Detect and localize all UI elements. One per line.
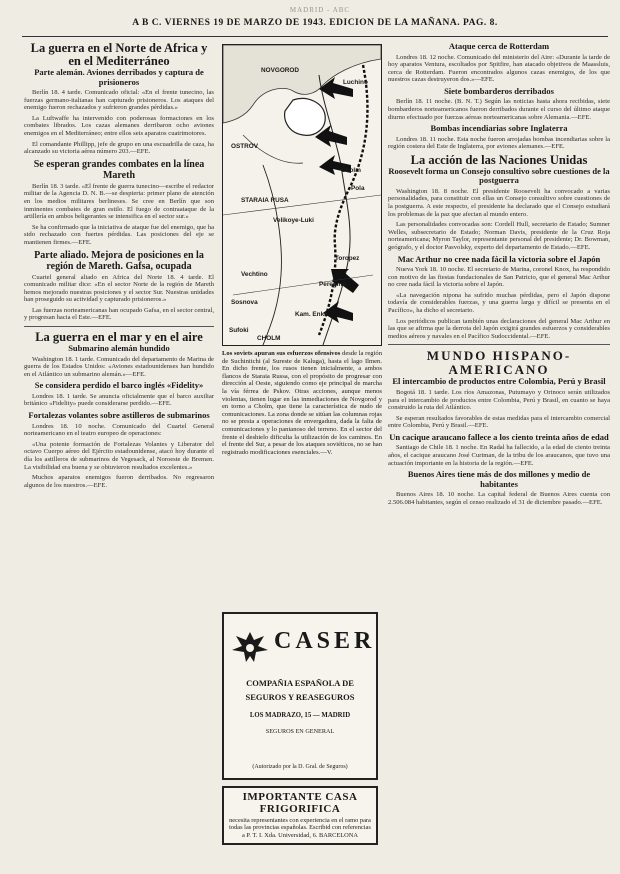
article-title: Se considera perdido el barco inglés «Fidelity»: [34, 380, 204, 391]
article-paragraph: Los periódicos publican también unas declaraciones del general Mac Arthur en las que se afirma que la derrota del Japón exigirá grandes esfuerzos y considerables medios aéreos y navales en el Pacífico Sudoccidental.—EFE.: [388, 317, 610, 340]
map-label: Luchino: [343, 79, 368, 86]
article-paragraph: Berlín 18. 3 tarde. «El frente de guerra tunecino—escribe el redactor militar de la Agencia D. N. B.—se despierta: primer plano de atención en los medios militares berlineses. Se cree en Berlín que son inminentes combates de gran estilo. El fuego de contraataque de la artillería en ambos beligerantes se intensifica en el sector sur.»: [24, 182, 214, 221]
section-title: MUNDO HISPANO-AMERICANO: [426, 348, 572, 378]
article-paragraph: Las personalidades convocadas son: Cordell Hull, secretario de Estado; Sumner Welles, subsecretario de Estado; Norman Davis, presidente de la Cruz Roja norteamericana; Myron Taylor, representante personal del presidente; Dr. Bowman, geógrafo, y el doctor Pasvolsky, experto del departamento de Estado.—EFE.: [388, 221, 610, 251]
frig-title: IMPORTANTE CASA FRIGORIFICA: [242, 791, 358, 815]
frig-body: necesita representantes con experiencia en el ramo para todas las provincias españolas. Escribid con referencias a P. T. I. Xda. Universidad, 6. BARCELONA: [229, 817, 371, 839]
article-paragraph: Berlín 18. 4 tarde. Comunicado oficial: «En el frente tunecino, las fuerzas germano-italianas han capturado prisioneros. Los ataques del enemigo fueron rechazados y sufrieron grandes pérdidas.»: [24, 89, 214, 112]
map-label: OSTROV: [231, 143, 258, 150]
article-title: Buenos Aires tiene más de dos millones y medio de habitantes: [407, 469, 591, 489]
article-subtitle: Submarino alemán hundido: [68, 343, 170, 354]
article-title: Parte aliado. Mejora de posiciones en la región de Mareth. Gafsa, ocupada: [34, 249, 204, 272]
map-label: Velikoye-Luki: [273, 217, 314, 224]
article-paragraph: Cuartel general aliado en Africa del Norte 18. 4 tarde. El comunicado militar dice: «En el sector Norte de la región de Mareth hemos mejorado nuestras posiciones y el sector Sur. Nuestras unidades han proseguido su actividad y capturado prisioneros.»: [24, 273, 214, 304]
map-label: Cholm: [341, 167, 361, 174]
article-paragraph: Se esperan resultados favorables de estas medidas para el intercambio comercial entre Colombia, Perú y Brasil.—EFE.: [388, 414, 610, 430]
article-paragraph: Bogotá 18. 1 tarde. Los ríos Amazonas, Putumayo y Orinoco serán utilizados para el intercambio de productos entre Colombia, Perú y Brasil, en cuanto se haya construido la ruta del Atlántico.: [388, 388, 610, 412]
map-caption-lead: Los soviets apuran sus esfuerzos ofensivos: [222, 350, 341, 357]
ads-block: [222, 612, 382, 845]
article-paragraph: Washington 18. 8 noche. El presidente Roosevelt ha convocado a varias personalidades, para constituir con ellas un Consejo consultivo sobre cuestiones de la postguerra. A este respecto, el presidente ha declarado que el Consejo estudiará los problemas de la paz que afectan al mundo entero.: [388, 187, 610, 218]
article-subtitle: Parte alemán. Aviones derribados y captura de prisioneros: [34, 67, 204, 87]
map-label: Toropez: [335, 255, 360, 262]
map-label: NOVGOROD: [261, 67, 299, 74]
caser-ad: [222, 612, 378, 780]
article-paragraph: Londres 18. 11 noche. Esta noche fueron arrojadas bombas incendiarias sobre la región costera del Este de Inglaterra, por aviones alemanes.—EFE.: [388, 135, 610, 151]
divider: [388, 344, 610, 345]
article-paragraph: Washington 18. 1 tarde. Comunicado del departamento de Marina de guerra de los Estados Unidos: «Aviones estadounidenses han hundido en el Atlántico un submarino alemán.»—EFE.: [24, 355, 214, 378]
map-label: Sufoki: [229, 327, 249, 334]
article-title: La guerra en el mar y en el aire: [35, 330, 203, 345]
article-paragraph: Nueva York 18. 10 noche. El secretario de Marina, coronel Knox, ha respondido con motivo de las fiestas fundacionales de San Patricio, que el general Mac Arthur no cree nada fácil la victoria sobre el Japón.: [388, 266, 610, 289]
middle-column: [222, 42, 382, 630]
article-title: Fortalezas volantes sobre astilleros de submarinos: [28, 410, 210, 421]
map-label: STARAIA RUSA: [241, 197, 289, 204]
map-caption-text: desde la región de Suchinitchi (al Sureste de Kaluga), hasta el lago Ilmen. En dicho frente, los rusos tienen inicialmente, a ambos flancos de Staraia Russa, con el propósito de progresar con dirección al Oeste, siguiendo como eje principal de marcha la vía férrea de Pskov. Otras acciones, aunque menos violentas, tienen lugar en las inmediaciones de Novgorod y en torno a Cholm, que tiene la característica de nudo de comunicaciones. La zona donde se sitúan las columnas rojas no se presta a operaciones de envergadura, dada la falta de comunicaciones y lo pantanoso del terreno. En el sector del frente el deshielo dificulta la utilización de los caminos. En el frente del Sur, a pesar de los ataques soviéticos, no se han registrado modificaciones esenciales.—V.: [222, 350, 382, 456]
map-label: Vechtino: [241, 271, 268, 278]
article-title: La guerra en el Norte de Africa y en el Mediterráneo: [30, 42, 208, 68]
caser-note: (Autorizado por la D. Gral. de Seguros): [252, 764, 348, 770]
right-column: [388, 42, 610, 868]
map-label: Kam. Enka: [295, 311, 328, 318]
article-paragraph: Muchos aparatos enemigos fueron derribados. No regresaron algunos de los nuestros.—EFE.: [24, 474, 214, 489]
article-paragraph: «La navegación nipona ha sufrido muchas pérdidas, pero el Japón dispone todavía de considerables fuerzas, y una guerra larga y difícil se presenta en el Pacífico», ha dicho el secretario.: [388, 291, 610, 315]
article-paragraph: Berlín 18. 11 noche. (B. N. T.) Según las noticias hasta ahora recibidas, siete bombarderos norteamericanos fueron derribados durante el curso del último ataque diurno efectuado por fuerzas aéreas norteamericanas sobre Alemania.—EFE.: [388, 98, 610, 121]
article-subtitle: Roosevelt forma un Consejo consultivo sobre cuestiones de la postguerra: [388, 165, 610, 186]
article-title: Ataque cerca de Rotterdam: [448, 42, 550, 51]
article-paragraph: Londres 18. 10 noche. Comunicado del Cuartel General norteamericano en el teatro europeo de operaciones:: [24, 422, 214, 438]
masthead: A B C. VIERNES 19 DE MARZO DE 1943. EDICION DE LA MAÑANA. PAG. 8.: [22, 18, 608, 37]
article-paragraph: Londres 18. 1 tarde. Se anuncia oficialmente que el barco auxiliar británico «Fidelity» puede considerarse perdido.—EFE.: [24, 392, 214, 408]
front-map: [222, 44, 382, 346]
article-paragraph: Se ha confirmado que la iniciativa de ataque fue del enemigo, que ha sido rechazado con fuertes pérdidas. Las posiciones del eje se mantienen firmes.—EFE.: [24, 223, 214, 246]
eagle-icon: [230, 628, 270, 668]
article-title: La acción de las Naciones Unidas: [410, 152, 588, 167]
article-paragraph: Londres 18. 12 noche. Comunicado del ministerio del Aire: «Durante la tarde de hoy aparatos Ventura, escoltados por Spitfire, han atacado objetivos de Maassluis, cerca de Rotterdam. Fueron encontrados algunos cazas enemigos, de los que nuestros cazas destruyeron dos.»—EFE.: [388, 53, 610, 84]
frigorifica-ad: [222, 786, 378, 845]
divider: [24, 326, 214, 327]
map-label: Pola: [351, 185, 365, 192]
caser-name: CASER: [274, 628, 376, 654]
article-title: Un cacique araucano fallece a los ciento treinta años de edad: [389, 431, 609, 442]
article-paragraph: Buenos Aires 18. 10 noche. La capital federal de Buenos Aires cuenta con 2.506.084 habitantes, según el censo realizado el 31 de diciembre pasado.—EFE.: [388, 491, 610, 506]
map-label: Peregino: [319, 281, 347, 288]
map-label: Sosnova: [231, 299, 258, 306]
article-title: Se esperan grandes combates en la línea Mareth: [33, 158, 205, 181]
article-paragraph: Las fuerzas norteamericanas han ocupado Gafsa, en el sector central, y progresan hacia el Este.—EFE.: [24, 306, 214, 322]
article-subtitle: El intercambio de productos entre Colombia, Perú y Brasil: [392, 376, 606, 387]
article-paragraph: Santiago de Chile 18. 1 noche. En Radal ha fallecido, a la edad de ciento treinta años, el cacique araucano José Curiman, de la tribu de los araucanos, que tuvo una actuación importante en la historia de la región.—EFE.: [388, 444, 610, 467]
left-column: [24, 42, 214, 868]
caser-address: LOS MADRAZO, 15 — MADRID: [249, 712, 351, 719]
caser-line: SEGUROS Y REASEGUROS: [245, 692, 355, 702]
article-title: Bombas incendiarias sobre Inglaterra: [430, 123, 568, 134]
caser-line: COMPAÑIA ESPAÑOLA DE: [246, 678, 354, 688]
article-paragraph: La Luftwaffe ha intervenido con poderosas formaciones en los combates librados. Los cazas alemanes derribaron ocho aviones enemigos en el Mediterráneo; entre ellos seis aparatos cuatrimotores.: [24, 114, 214, 137]
article-paragraph: El comandante Phillipp, jefe de grupo en una escuadrilla de caza, ha alcanzado su victoria aérea número 203.—EFE.: [24, 140, 214, 156]
map-caption: [222, 350, 382, 456]
archive-stamp: MADRID - ABC: [289, 6, 351, 14]
article-title: Siete bombarderos derribados: [444, 85, 554, 96]
article-paragraph: «Una potente formación de Fortalezas Volantes y Liberator del octavo Cuerpo aéreo del Ejército estadounidense, atacó hoy durante el día los astilleros de submarinos de Vegesack, al Noroeste de Bremen. La visibilidad era buena y se obtuvieron resultados excelentes.»: [24, 440, 214, 471]
article-title: Mac Arthur no cree nada fácil la victoria sobre el Japón: [397, 253, 601, 264]
map-label: CHOLM: [257, 335, 281, 342]
caser-line: SEGUROS EN GENERAL: [265, 728, 335, 735]
